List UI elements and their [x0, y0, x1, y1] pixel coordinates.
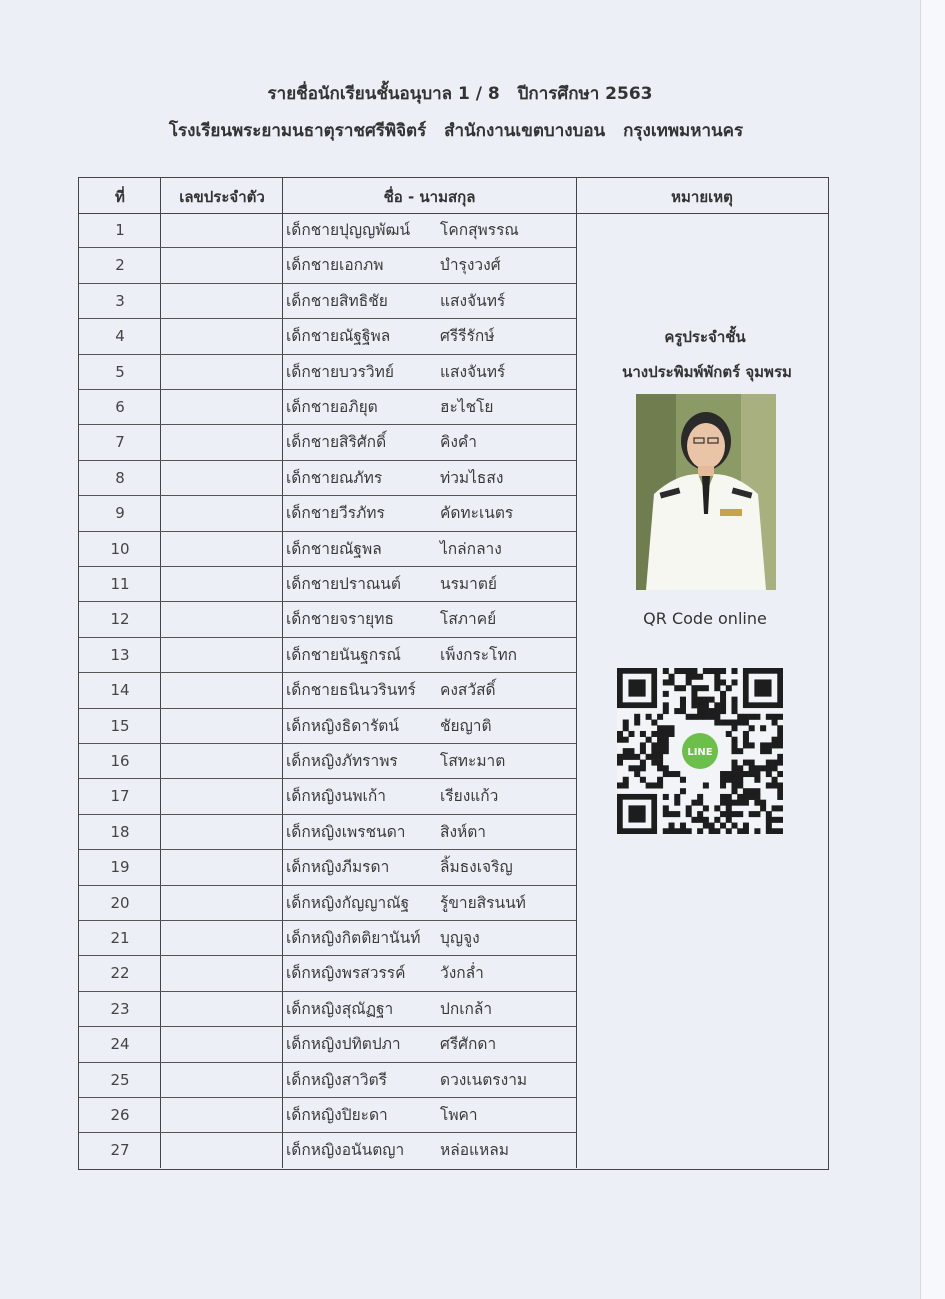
table-row — [79, 213, 576, 248]
student-first-name: เด็กชายธนินวรินทร์ — [286, 681, 416, 700]
table-row — [79, 1063, 576, 1098]
table-row — [79, 709, 576, 744]
row-number: 2 — [115, 256, 125, 275]
teacher-photo — [636, 394, 776, 590]
student-last-name: วังกล่ำ — [440, 964, 484, 983]
student-last-name: รู้ขายสิรนนท์ — [440, 893, 526, 912]
student-first-name: เด็กชายอภิยุต — [286, 398, 378, 416]
col-no: ที่ — [115, 188, 125, 206]
student-first-name: เด็กหญิงสุณัฏฐา — [286, 999, 394, 1018]
table-row — [79, 602, 576, 637]
title-class: รายชื่อนักเรียนชั้นอนุบาล 1 / 8 — [267, 84, 500, 104]
student-first-name: เด็กชายเอกภพ — [286, 256, 384, 275]
student-first-name: เด็กหญิงปิยะดา — [286, 1106, 388, 1124]
school-name: โรงเรียนพระยามนธาตุราชศรีพิจิตร์ — [168, 121, 427, 141]
table-row — [79, 532, 576, 567]
table-row — [79, 496, 576, 531]
row-number: 5 — [115, 362, 125, 381]
row-number: 9 — [115, 504, 125, 523]
document-subtitle — [0, 117, 912, 144]
divider-line — [576, 178, 577, 1168]
student-last-name: ศรีรีรักษ์ — [440, 327, 495, 346]
student-first-name: เด็กชายณัฐฐิพล — [286, 327, 391, 346]
student-last-name: นรมาตย์ — [440, 575, 497, 593]
row-number: 22 — [110, 964, 130, 983]
col-remark: หมายเหตุ — [671, 188, 733, 206]
student-first-name: เด็กหญิงธิดารัตน์ — [286, 716, 399, 735]
teacher-name: นางประพิมพ์พักตร์ จุมพรม — [622, 363, 792, 381]
student-first-name: เด็กหญิงพรสวรรค์ — [286, 964, 406, 983]
page-edge — [920, 0, 945, 1299]
line-qr-code[interactable] — [617, 668, 783, 834]
student-last-name: ดวงเนตรงาม — [440, 1070, 528, 1089]
row-number: 8 — [115, 468, 125, 487]
row-number: 15 — [110, 716, 130, 735]
row-number: 4 — [115, 327, 125, 346]
table-row — [79, 673, 576, 708]
student-last-name: คงสวัสดิ์ — [440, 681, 496, 700]
table-row — [79, 956, 576, 991]
table-row — [79, 1027, 576, 1062]
table-row — [79, 815, 576, 850]
row-number: 13 — [110, 645, 130, 664]
col-name: ชื่อ - นามสกุล — [383, 188, 476, 206]
student-first-name: เด็กชายบวรวิทย์ — [286, 362, 394, 381]
row-number: 12 — [110, 610, 130, 629]
student-first-name: เด็กชายสิริศักดิ์ — [286, 433, 387, 452]
title-year: ปีการศึกษา 2563 — [517, 84, 653, 104]
student-first-name: เด็กหญิงสาวิตรี — [286, 1070, 387, 1089]
row-number: 26 — [110, 1106, 130, 1124]
student-first-name: เด็กหญิงปทิตปภา — [286, 1035, 401, 1054]
student-first-name: เด็กชายปราณนต์ — [286, 575, 401, 593]
student-last-name: โพคา — [440, 1106, 478, 1124]
student-first-name: เด็กหญิงเพรชนดา — [286, 822, 406, 841]
student-first-name: เด็กชายสิทธิชัย — [286, 291, 388, 310]
row-number: 18 — [110, 822, 130, 841]
student-last-name: บำรุงวงศ์ — [440, 256, 501, 275]
row-number: 21 — [110, 929, 130, 947]
table-row — [79, 319, 576, 354]
table-header — [79, 178, 828, 214]
row-number: 7 — [115, 433, 125, 452]
student-first-name: เด็กชายวีรภัทร — [286, 504, 385, 523]
student-first-name: เด็กชายจรายุทธ — [286, 610, 394, 629]
table-row — [79, 567, 576, 602]
table-row — [79, 1133, 576, 1168]
row-number: 19 — [110, 858, 130, 877]
student-first-name: เด็กชายปุญญพัฒน์ — [286, 221, 411, 239]
student-last-name: ฮะไชโย — [440, 398, 494, 416]
student-last-name: โสภาคย์ — [440, 610, 497, 629]
student-first-name: เด็กหญิงอนันตญา — [286, 1141, 405, 1160]
student-last-name: โคกสุพรรณ — [440, 221, 519, 239]
table-row — [79, 1098, 576, 1133]
student-first-name: เด็กหญิงภีมรดา — [286, 858, 390, 877]
row-number: 17 — [110, 787, 130, 806]
student-first-name: เด็กหญิงกัญญาณัฐ — [286, 893, 410, 912]
student-last-name: คิงคำ — [440, 433, 478, 452]
teacher-label: ครูประจำชั้น — [664, 328, 746, 346]
student-last-name: แสงจันทร์ — [440, 291, 506, 310]
row-number: 14 — [110, 681, 130, 700]
row-number: 20 — [110, 893, 130, 912]
student-last-name: โสทะมาต — [440, 752, 506, 770]
student-last-name: บุญจูง — [440, 929, 480, 947]
student-last-name: เรียงแก้ว — [440, 787, 499, 806]
table-row — [79, 390, 576, 425]
table-row — [79, 779, 576, 814]
student-first-name: เด็กชายณภัทร — [286, 468, 383, 487]
table-row — [79, 248, 576, 283]
student-last-name: ชัยญาติ — [440, 716, 492, 735]
student-first-name: เด็กหญิงภัทราพร — [286, 752, 398, 770]
student-first-name: เด็กหญิงนพเก้า — [286, 787, 386, 806]
row-number: 16 — [110, 752, 130, 770]
table-row — [79, 744, 576, 779]
table-row — [79, 850, 576, 885]
document-title — [0, 80, 920, 107]
student-last-name: เพ็งกระโทก — [440, 645, 518, 664]
table-row — [79, 638, 576, 673]
student-last-name: ปกเกล้า — [440, 999, 493, 1018]
row-number: 23 — [110, 999, 130, 1018]
student-last-name: สิงห์ตา — [440, 822, 487, 841]
student-last-name: แสงจันทร์ — [440, 362, 506, 381]
table-row — [79, 355, 576, 390]
row-number: 24 — [110, 1035, 130, 1054]
row-number: 11 — [110, 575, 130, 593]
row-number: 6 — [115, 398, 125, 416]
row-number: 3 — [115, 291, 125, 310]
row-number: 25 — [110, 1070, 130, 1089]
student-last-name: ไกล่กลาง — [440, 539, 502, 558]
district-office: สำนักงานเขตบางบอน — [444, 121, 606, 141]
row-number: 27 — [110, 1141, 130, 1160]
student-last-name: หล่อแหลม — [440, 1141, 509, 1160]
student-last-name: ท่วมไธสง — [440, 468, 504, 487]
student-last-name: คัดทะเนตร — [440, 504, 514, 523]
student-first-name: เด็กชายณัฐพล — [286, 539, 382, 558]
table-row — [79, 921, 576, 956]
city-name: กรุงเทพมหานคร — [623, 121, 744, 141]
student-last-name: ศรีศักดา — [440, 1035, 497, 1054]
table-row — [79, 284, 576, 319]
student-first-name: เด็กชายนันฐกรณ์ — [286, 645, 401, 664]
table-row — [79, 425, 576, 460]
line-logo-text: LINE — [687, 747, 713, 758]
table-row — [79, 886, 576, 921]
table-row — [79, 992, 576, 1027]
student-first-name: เด็กหญิงกิตติยานันท์ — [286, 929, 421, 947]
row-number: 1 — [115, 221, 125, 239]
qr-label: QR Code online — [643, 609, 767, 628]
col-id: เลขประจำตัว — [179, 188, 265, 206]
table-row — [79, 461, 576, 496]
row-number: 10 — [110, 539, 130, 558]
student-last-name: ลิ้มธงเจริญ — [440, 858, 513, 877]
